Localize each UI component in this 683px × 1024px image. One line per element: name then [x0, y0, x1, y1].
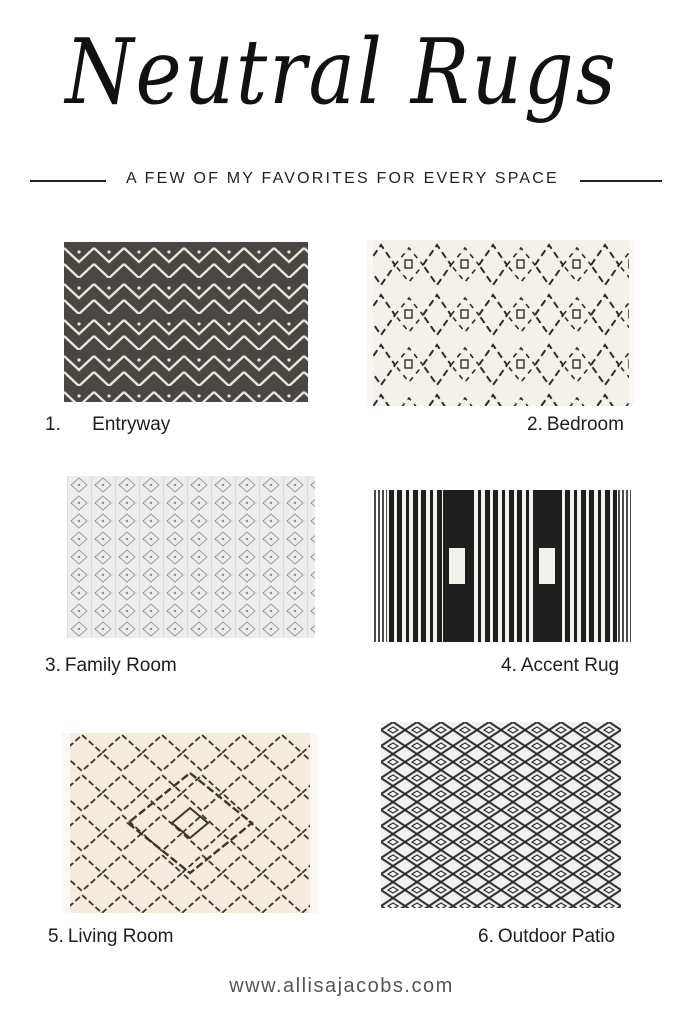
rug-number: 3.	[45, 655, 61, 676]
rug-name: Living Room	[67, 926, 174, 947]
rug-label-accent-rug	[501, 655, 619, 677]
rug-name: Accent Rug	[520, 655, 620, 676]
subtitle-row	[0, 168, 683, 192]
rug-image-entryway[interactable]	[64, 242, 308, 402]
rug-number: 4.	[501, 655, 517, 676]
rug-image-family-room[interactable]	[67, 476, 315, 638]
website-url[interactable]: www.allisajacobs.com	[229, 975, 454, 997]
rug-image-bedroom[interactable]	[367, 240, 635, 406]
divider-line-left	[30, 180, 106, 182]
rug-name: Outdoor Patio	[497, 926, 616, 947]
subtitle: A FEW OF MY FAVORITES FOR EVERY SPACE	[126, 170, 559, 187]
rug-image-accent-rug[interactable]	[373, 490, 631, 642]
rug-number: 2.	[527, 414, 543, 435]
rug-number: 1.	[45, 414, 61, 435]
rug-name: Bedroom	[546, 414, 624, 435]
rug-image-outdoor-patio[interactable]	[381, 722, 621, 908]
divider-line-right	[580, 180, 662, 182]
rug-label-family-room	[45, 655, 177, 677]
rug-name: Entryway	[92, 414, 171, 435]
rug-image-living-room[interactable]	[62, 733, 318, 913]
rug-number: 6.	[478, 926, 494, 947]
rug-label-entryway	[45, 414, 170, 436]
rug-label-living-room	[48, 926, 173, 948]
rug-number: 5.	[48, 926, 64, 947]
rug-label-bedroom	[527, 414, 624, 436]
rug-name: Family Room	[64, 655, 177, 676]
rug-label-outdoor-patio	[478, 926, 615, 948]
page-title: Neutral Rugs	[65, 21, 618, 125]
